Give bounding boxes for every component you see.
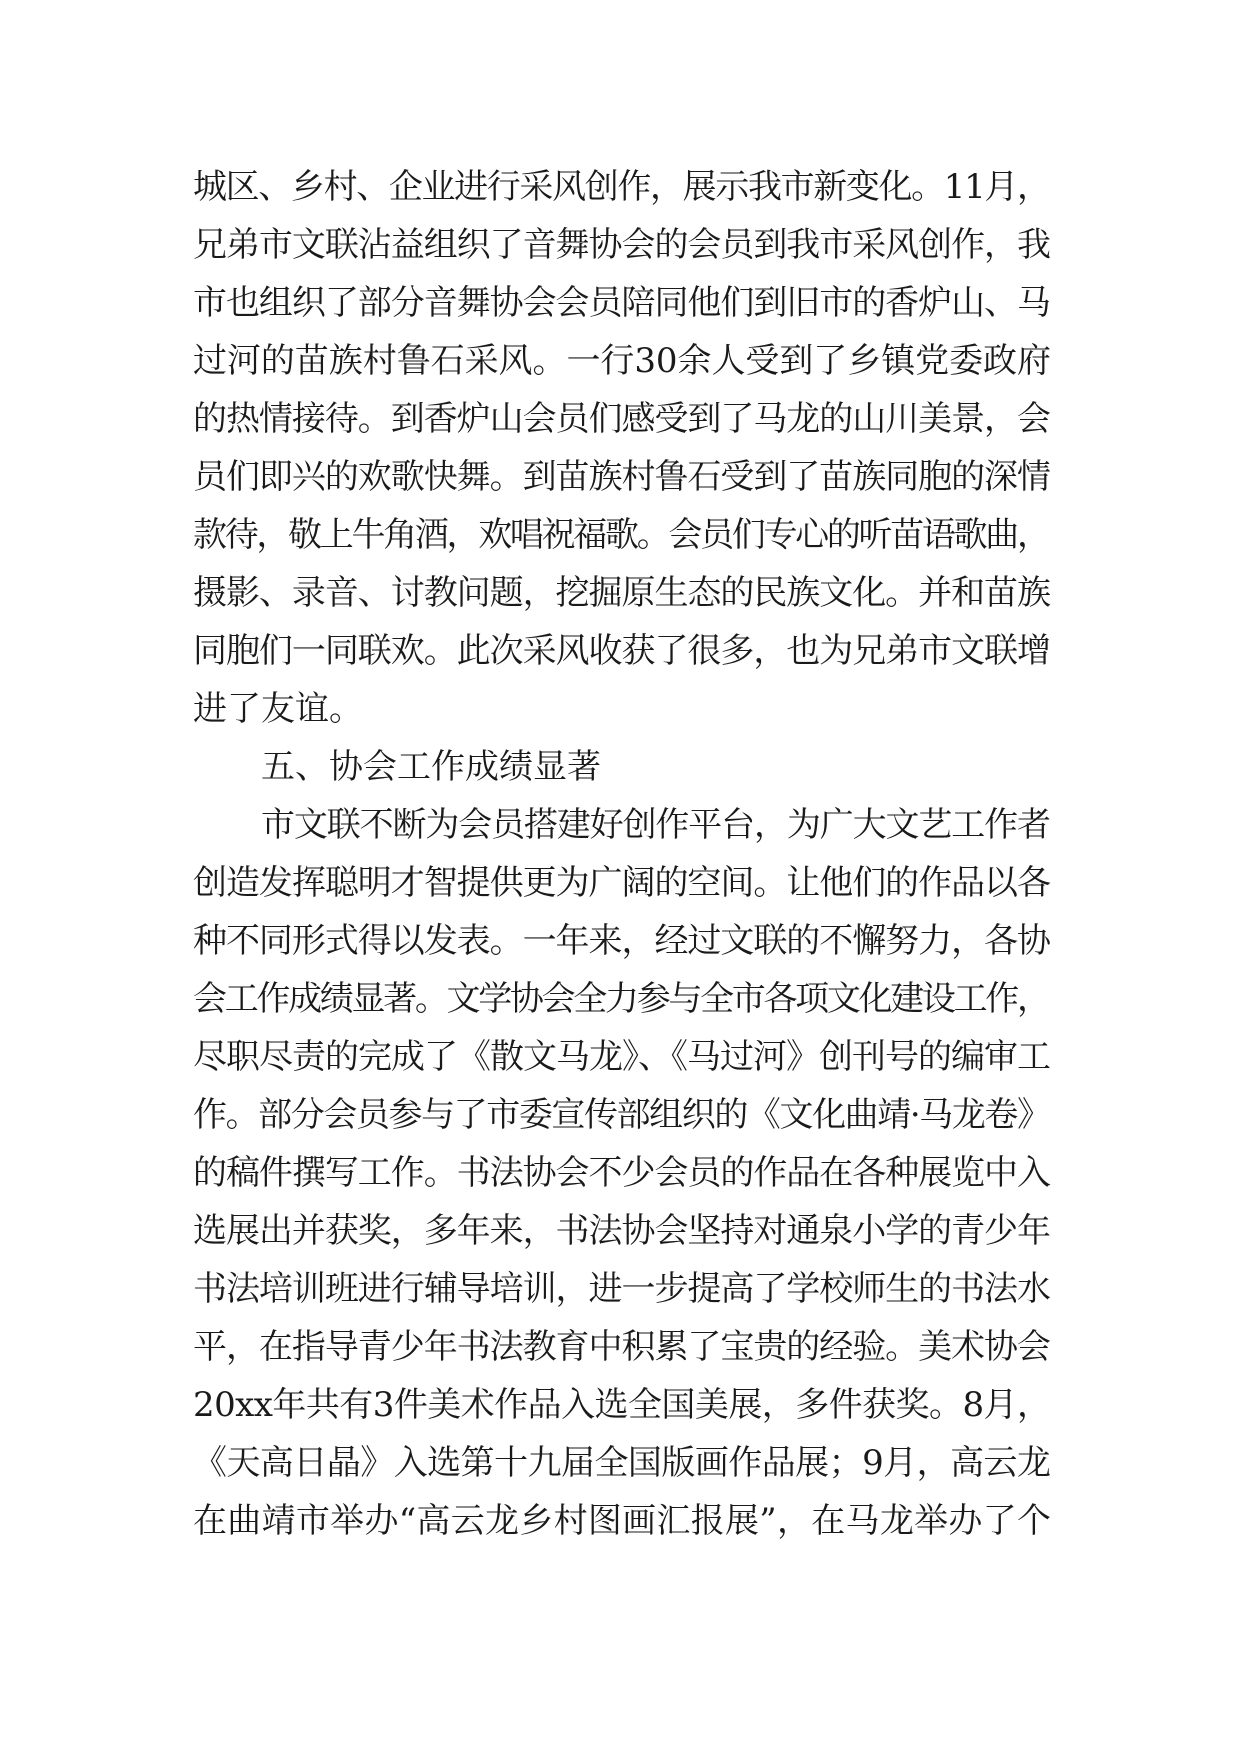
- text-line: 《天高日晶》入选第十九届全国版画作品展；9月，高云龙: [193, 1443, 1051, 1483]
- section-heading: 五、协会工作成绩显著: [261, 747, 601, 787]
- text-line: 款待，敬上牛角酒，欢唱祝福歌。会员们专心的听苗语歌曲，: [193, 515, 1049, 555]
- text-line: 种不同形式得以发表。一年来，经过文联的不懈努力，各协: [193, 921, 1050, 961]
- text-line: 选展出并获奖，多年来，书法协会坚持对通泉小学的青少年: [193, 1211, 1050, 1251]
- text-line: 的热情接待。到香炉山会员们感受到了马龙的山川美景，会: [193, 399, 1050, 439]
- text-line: 的稿件撰写工作。书法协会不少会员的作品在各种展览中入: [193, 1153, 1050, 1193]
- text-line: 会工作成绩显著。文学协会全力参与全市各项文化建设工作，: [193, 979, 1049, 1019]
- text-line: 兄弟市文联沾益组织了音舞协会的会员到我市采风创作，我: [193, 225, 1050, 265]
- text-line: 城区、乡村、企业进行采风创作，展示我市新变化。11月，: [193, 167, 1050, 207]
- text-line: 员们即兴的欢歌快舞。到苗族村鲁石受到了苗族同胞的深情: [193, 457, 1050, 497]
- text-line: 市文联不断为会员搭建好创作平台，为广大文艺工作者: [261, 805, 1050, 845]
- text-line: 书法培训班进行辅导培训，进一步提高了学校师生的书法水: [193, 1269, 1050, 1309]
- text-line: 同胞们一同联欢。此次采风收获了很多，也为兄弟市文联增: [193, 631, 1050, 671]
- text-line: 创造发挥聪明才智提供更为广阔的空间。让他们的作品以各: [193, 863, 1050, 903]
- text-line: 进了友谊。: [193, 689, 363, 729]
- text-line: 尽职尽责的完成了《散文马龙》、《马过河》创刊号的编审工: [193, 1037, 1050, 1077]
- text-line: 作。部分会员参与了市委宣传部组织的《文化曲靖·马龙卷》: [193, 1095, 1050, 1135]
- text-line: 20xx年共有3件美术作品入选全国美展，多件获奖。8月，: [193, 1385, 1051, 1425]
- text-line: 在曲靖市举办“高云龙乡村图画汇报展”，在马龙举办了个: [193, 1501, 1052, 1541]
- text-line: 过河的苗族村鲁石采风。一行30余人受到了乡镇党委政府: [193, 341, 1051, 381]
- text-line: 平，在指导青少年书法教育中积累了宝贵的经验。美术协会: [193, 1327, 1050, 1367]
- text-line: 摄影、录音、讨教问题，挖掘原生态的民族文化。并和苗族: [193, 573, 1050, 613]
- text-line: 市也组织了部分音舞协会会员陪同他们到旧市的香炉山、马: [193, 283, 1050, 323]
